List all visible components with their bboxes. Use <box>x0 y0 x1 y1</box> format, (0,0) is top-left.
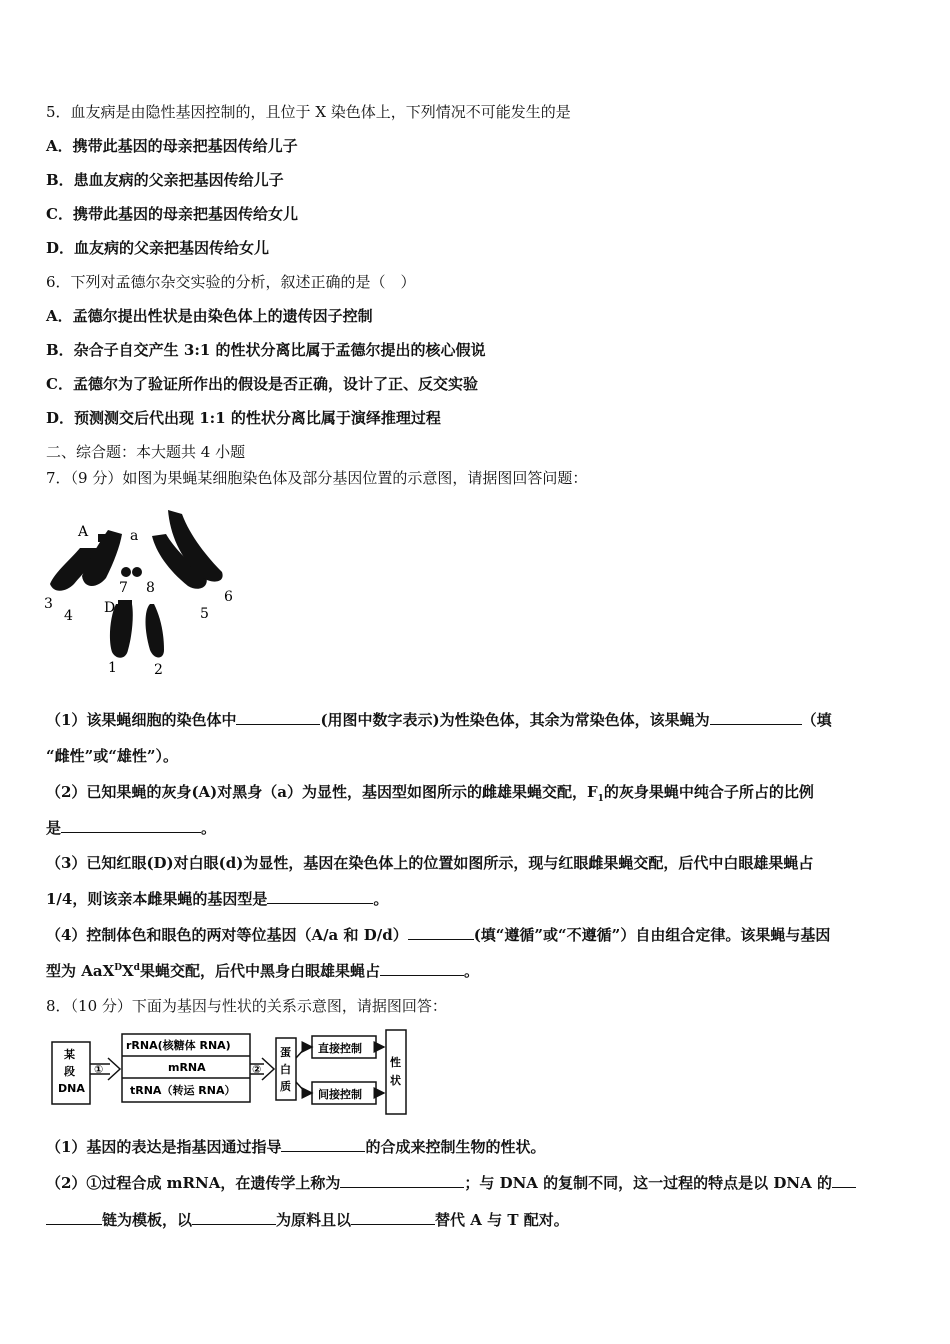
step-2-label: ② <box>252 1063 262 1076</box>
q8-part2-line2: 链为模板，以 为原料且以 替代 A 与 T 配对。 <box>46 1210 908 1230</box>
q7-part3-line2: 1/4，则该亲本雌果蝇的基因型是 。 <box>46 890 389 908</box>
q7-part3-line1: （3）已知红眼(D)对白眼(d)为显性，基因在染色体上的位置如图所示，现与红眼雌果蝇交配，后代中白眼雄果蝇占 <box>46 854 814 872</box>
label-6: 6 <box>224 589 233 605</box>
protein-label-1: 蛋 <box>280 1046 291 1059</box>
label-5: 5 <box>200 606 209 622</box>
protein-label-2: 白 <box>280 1063 291 1076</box>
q5-option-b: B．患血友病的父亲把基因传给儿子 <box>46 171 284 189</box>
label-4: 4 <box>64 608 73 624</box>
chromosome-7 <box>121 567 131 577</box>
label-D: D <box>104 600 116 616</box>
q7-part4-line2: 型为 $AaX^DX^d$果蝇交配，后代中黑身白眼雄果蝇占 。 <box>46 962 479 980</box>
chromosome-8 <box>132 567 142 577</box>
section-heading: 二、综合题：本大题共 4 小题 <box>46 443 246 461</box>
q7-part2-line2: 是 。 <box>46 819 217 837</box>
label-a: a <box>130 528 139 544</box>
q7-part1-line1: （1）该果蝇细胞的染色体中 (用图中数字表示)为性染色体，其余为常染色体，该果蝇为 （填 <box>46 711 832 729</box>
q6-option-d: D．预测测交后代出现 1:1 的性状分离比属于演绎推理过程 <box>46 409 441 427</box>
q5-option-c: C．携带此基因的母亲把基因传给女儿 <box>46 205 298 223</box>
label-A: A <box>78 524 89 540</box>
q7-part4-line1: （4）控制体色和眼色的两对等位基因（A/a 和 D/d） (填“遵循”或“不遵循”）自由组合定律。该果蝇与基因 <box>46 926 831 944</box>
q5-stem: 5．血友病是由隐性基因控制的，且位于 X 染色体上，下列情况不可能发生的是 <box>46 103 571 121</box>
gene-trait-diagram <box>50 1028 410 1116</box>
trait-label-2: 状 <box>390 1074 401 1087</box>
chromosome-2 <box>146 604 165 658</box>
direct-control-label: 直接控制 <box>318 1042 362 1055</box>
q6-option-c: C．孟德尔为了验证所作出的假设是否正确，设计了正、反交实验 <box>46 375 478 393</box>
q6-stem: 6．下列对孟德尔杂交实验的分析，叙述正确的是（ ） <box>46 273 416 291</box>
q7-stem: 7．（9 分）如图为果蝇某细胞染色体及部分基因位置的示意图，请据图回答问题： <box>46 469 588 487</box>
label-7: 7 <box>119 580 128 596</box>
q8-part1: （1）基因的表达是指基因通过指导 的合成来控制生物的性状。 <box>46 1138 546 1156</box>
dna-label-3: DNA <box>58 1082 85 1095</box>
dna-label-1: 某 <box>64 1048 75 1061</box>
protein-label-3: 质 <box>280 1080 291 1093</box>
q6-option-b: B．杂合子自交产生 3:1 的性状分离比属于孟德尔提出的核心假说 <box>46 341 486 359</box>
dna-label-2: 段 <box>64 1065 75 1078</box>
q5-option-a: A．携带此基因的母亲把基因传给儿子 <box>46 137 298 155</box>
indirect-control-label: 间接控制 <box>318 1088 362 1101</box>
label-1: 1 <box>108 660 117 676</box>
label-3: 3 <box>44 596 53 612</box>
trait-label-1: 性 <box>390 1056 401 1069</box>
mrna-label: mRNA <box>168 1061 206 1074</box>
q6-option-a: A．孟德尔提出性状是由染色体上的遗传因子控制 <box>46 307 373 325</box>
trait-box <box>386 1030 406 1114</box>
q8-stem: 8．（10 分）下面为基因与性状的关系示意图，请据图回答： <box>46 997 447 1015</box>
q8-part2-line1: （2）①过程合成 mRNA，在遗传学上称为 ；与 DNA 的复制不同，这一过程的特点是以 DNA 的 <box>46 1173 908 1193</box>
q7-part1-line2: “雌性”或“雄性”）。 <box>46 747 179 765</box>
step-1-label: ① <box>94 1063 104 1076</box>
q5-option-d: D．血友病的父亲把基因传给女儿 <box>46 239 270 257</box>
trna-label: tRNA（转运 RNA） <box>130 1084 236 1097</box>
label-8: 8 <box>146 580 155 596</box>
q7-part2-line1: （2）已知果蝇的灰身(A)对黑身（a）为显性，基因型如图所示的雌雄果蝇交配，$F_1$的灰身果蝇中纯合子所占的比例 <box>46 783 814 804</box>
chromosome-figure <box>40 500 240 680</box>
label-2: 2 <box>154 662 163 678</box>
rrna-label: rRNA(核糖体 RNA) <box>126 1039 231 1052</box>
